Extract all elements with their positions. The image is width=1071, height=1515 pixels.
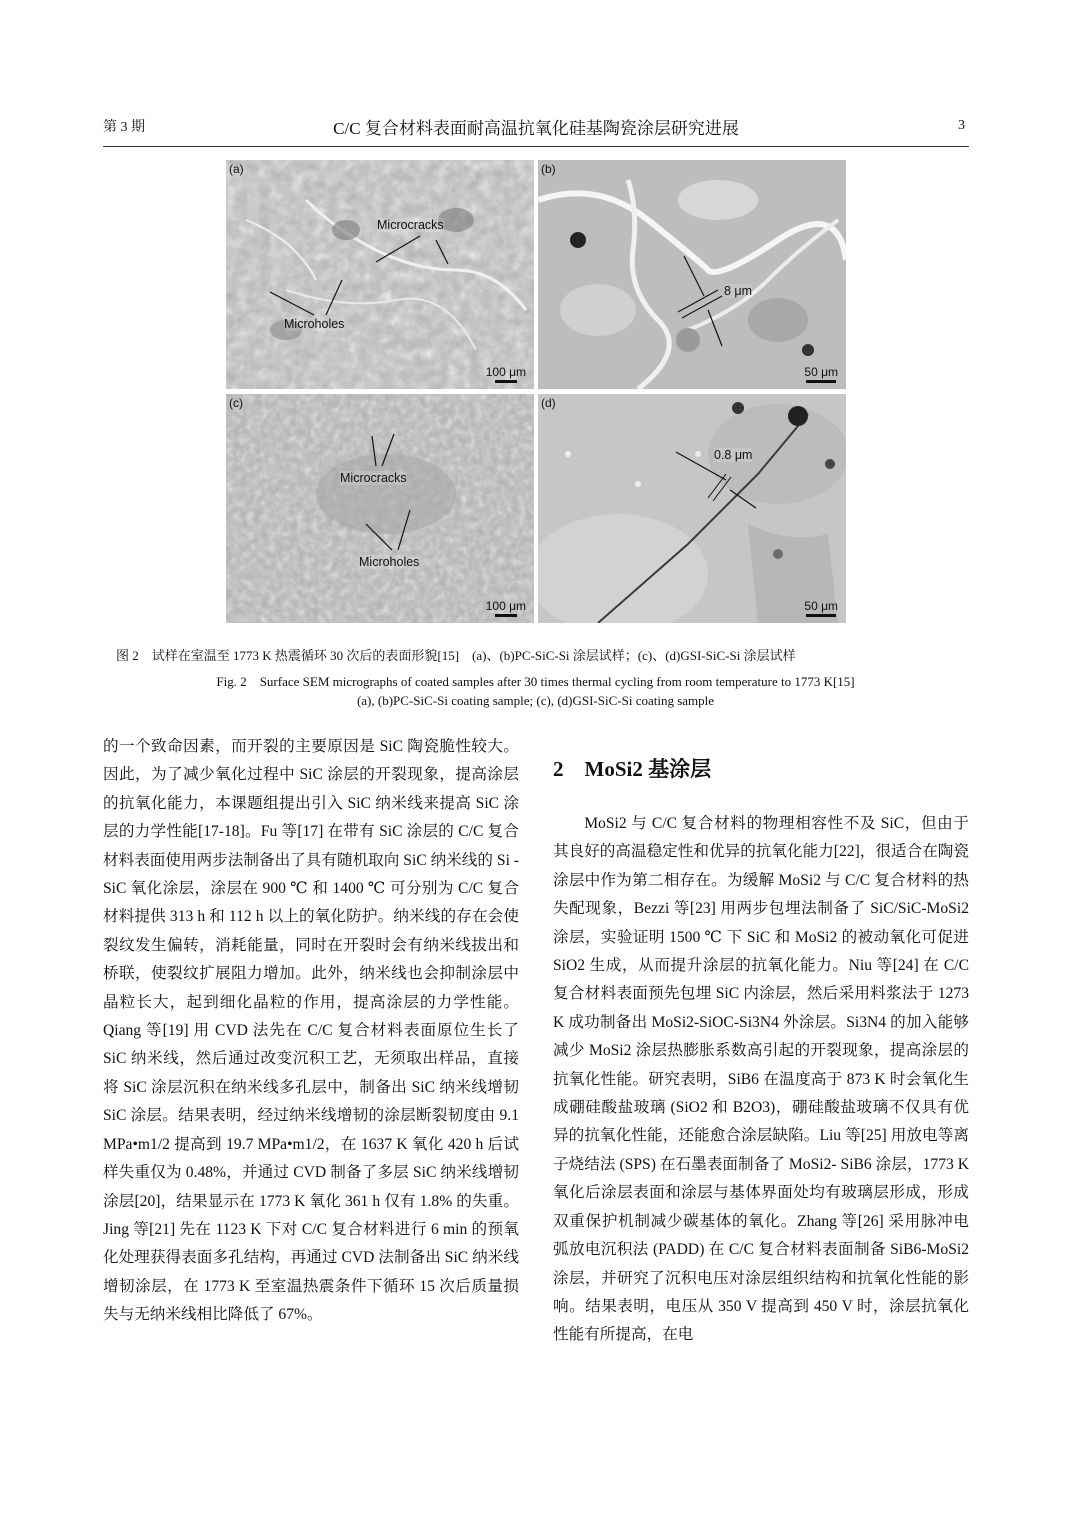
panel-a-scale-bar	[486, 365, 526, 383]
panel-d-scale-bar	[804, 599, 838, 617]
panel-a	[226, 160, 534, 389]
body-left-column	[103, 733, 519, 1330]
body-right-column	[553, 810, 969, 1350]
panel-d-micrograph	[538, 394, 846, 623]
panel-a-microcracks-label: Microcracks	[377, 218, 444, 232]
left-column-paragraph: 的一个致命因素，而开裂的主要原因是 SiC 陶瓷脆性较大。因此，为了减少氧化过程中 SiC 涂层的开裂现象，提高涂层的抗氧化能力，本课题组提出引入 SiC 纳米线来提高 SiC 涂层的力学性能[17-18]。Fu 等[17] 在带有 SiC 涂层的 C/C 复合材料表面使用两步法制备出了具有随机取向 SiC 纳米线的 Si - SiC 氧化涂层，涂层在 900 ℃ 和 1400 ℃ 可分别为 C/C 复合材料提供 313 h 和 112 h 以上的氧化防护。纳米线的存在会使裂纹发生偏转，消耗能量，同时在开裂时会有纳米线拔出和桥联，使裂纹扩展阻力增加。此外，纳米线也会抑制涂层中晶粒长大，起到细化晶粒的作用，提高涂层的力学性能。Qiang 等[19] 用 CVD 法先在 C/C 复合材料表面原位生长了 SiC 纳米线，然后通过改变沉积工艺，无须取出样品，直接将 SiC 涂层沉积在纳米线多孔层中，制备出 SiC 纳米线增韧 SiC 涂层。结果表明，经过纳米线增韧的涂层断裂韧度由 9.1 MPa•m1/2 提高到 19.7 MPa•m1/2，在 1637 K 氧化 420 h 后试样失重仅为 0.48%，并通过 CVD 制备了多层 SiC 纳米线增韧涂层[20]，结果显示在 1773 K 氧化 361 h 仅有 1.8% 的失重。Jing 等[21] 先在 1123 K 下对 C/C 复合材料进行 6 min 的预氧化处理获得表面多孔结构，再通过 CVD 法制备出 SiC 纳米线增韧涂层，在 1773 K 至室温热震条件下循环 15 次后质量损失与无纳米线相比降低了 67%。	[103, 738, 519, 1324]
panel-b-scale-bar	[804, 365, 838, 383]
panel-c-label: (c)	[229, 396, 243, 410]
running-header	[103, 116, 969, 147]
panel-c-microcracks-label: Microcracks	[340, 471, 407, 485]
page-number: 3	[958, 118, 965, 133]
panel-b-micrograph	[538, 160, 846, 389]
panel-b-label: (b)	[541, 162, 556, 176]
panel-c-scale-bar	[486, 599, 526, 617]
panel-c	[226, 394, 534, 623]
right-column-paragraph: MoSi2 与 C/C 复合材料的物理相容性不及 SiC，但由于其良好的高温稳定性和优异的抗氧化能力[22]，很适合在陶瓷涂层中作为第二相存在。为缓解 MoSi2 与 C/C 复合材料的热失配现象，Bezzi 等[23] 用两步包埋法制备了 SiC/SiC-MoSi2 涂层，实验证明 1500 ℃ 下 SiC 和 MoSi2 的被动氧化可促进 SiO2 生成，从而提升涂层的抗氧化能力。Niu 等[24] 在 C/C 复合材料表面预先包埋 SiC 内涂层，然后采用料浆法于 1273 K 成功制备出 MoSi2-SiOC-Si3N4 外涂层。Si3N4 的加入能够减少 MoSi2 涂层热膨胀系数高引起的开裂现象，提高涂层的抗氧化性能。研究表明，SiB6 在温度高于 873 K 时会氧化生成硼硅酸盐玻璃 (SiO2 和 B2O3)，硼硅酸盐玻璃不仅具有优异的抗氧化性能，还能愈合涂层缺陷。Liu 等[25] 用放电等离子烧结法 (SPS) 在石墨表面制备了 MoSi2- SiB6 涂层，1773 K 氧化后涂层表面和涂层与基体界面处均有玻璃层形成，形成双重保护机制减少碳基体的氧化。Zhang 等[26] 采用脉冲电弧放电沉积法 (PADD) 在 C/C 复合材料表面制备 SiB6-MoSi2 涂层，并研究了沉积电压对涂层组织结构和抗氧化性能的影响。结果表明，电压从 350 V 提高到 450 V 时，涂层抗氧化性能有所提高，在电	[553, 815, 969, 1344]
panel-b-gap-label: 8 μm	[724, 284, 753, 298]
sem-figure	[226, 160, 846, 623]
panel-c-micrograph	[226, 394, 534, 623]
panel-c-microholes-label: Microholes	[359, 555, 420, 569]
panel-b-scale-text: 50 μm	[804, 365, 838, 379]
panel-d-scale-text: 50 μm	[804, 599, 838, 613]
journal-running-title: C/C 复合材料表面耐高温抗氧化硅基陶瓷涂层研究进展	[333, 119, 739, 138]
issue-number: 第 3 期	[103, 120, 145, 135]
panel-a-micrograph	[226, 160, 534, 389]
panel-d-label: (d)	[541, 396, 556, 410]
section-heading: 2 MoSi2 基涂层	[553, 757, 712, 781]
figure-caption-english-line2: (a), (b)PC-SiC-Si coating sample; (c), (d)GSI-SiC-Si coating sample	[356, 693, 715, 708]
panel-a-microholes-label: Microholes	[284, 317, 345, 331]
figure-caption-chinese: 图 2 试样在室温至 1773 K 热震循环 30 次后的表面形貌[15] (a)、(b)PC-SiC-Si 涂层试样；(c)、(d)GSI-SiC-Si 涂层试样	[116, 648, 796, 663]
figure-caption-english-line1: Fig. 2 Surface SEM micrographs of coated samples after 30 times thermal cycling from room temperature to 1773 K[15]	[216, 674, 855, 689]
panel-d-gap-label: 0.8 μm	[714, 448, 753, 462]
panel-d	[538, 394, 846, 623]
panel-a-scale-text: 100 μm	[485, 365, 526, 379]
panel-a-label: (a)	[229, 162, 244, 176]
panel-c-scale-text: 100 μm	[485, 599, 526, 613]
panel-b	[538, 160, 846, 389]
